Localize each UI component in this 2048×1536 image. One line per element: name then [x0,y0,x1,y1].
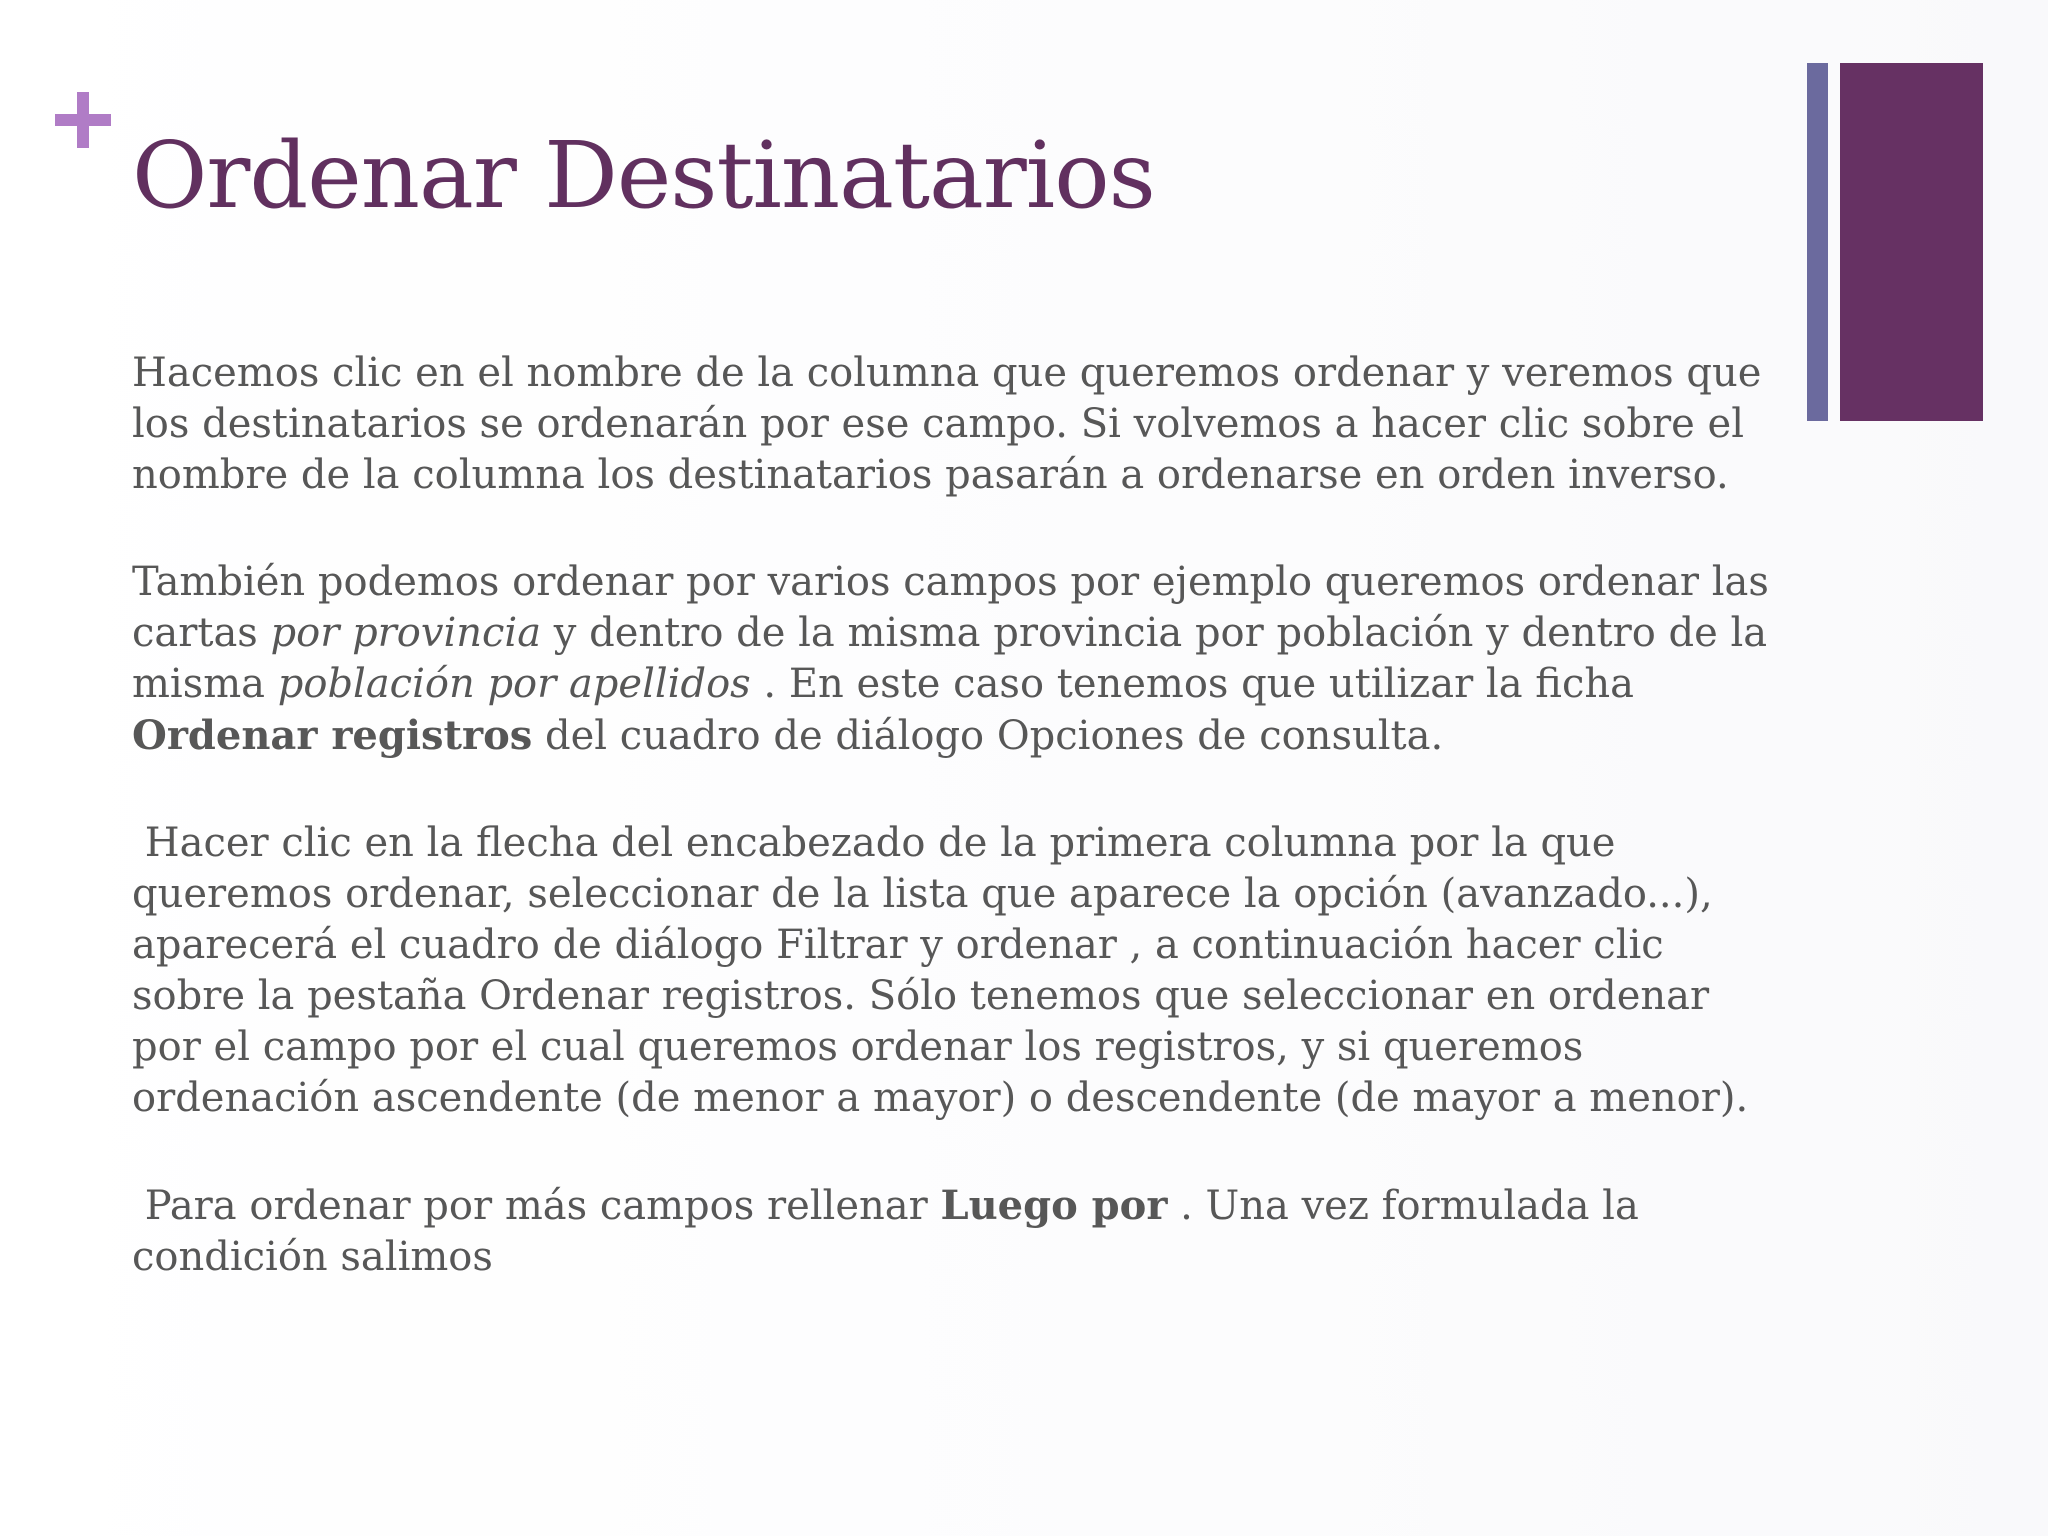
body-paragraph [132,557,1782,762]
body-paragraph [132,348,1782,501]
body-paragraph [132,818,1782,1124]
plus-icon-vertical [77,92,89,148]
bold-text: Luego por [940,1182,1168,1229]
paragraph-text: Para ordenar por más campos rellenar [132,1183,941,1229]
italic-text: población por apellidos [277,661,751,707]
paragraph-text: Hacemos clic en el nombre de la columna que queremos ordenar y veremos que los destinatarios se ordenarán por ese campo. Si volvemos a hacer clic sobre el nombre de la columna los destinatarios pasarán a ordenarse en orden inverso. [132,350,1775,498]
paragraph-text: y dentro de la misma provincia por población y dentro de la misma [132,610,1780,707]
accent-bar-thick [1840,63,1983,421]
bold-text: Ordenar registros [132,712,533,759]
paragraph-text: . En este caso tenemos que utilizar la ficha [750,661,1647,707]
paragraph-text: Hacer clic en la flecha del encabezado de la primera columna por la que queremos ordenar, seleccionar de la lista que aparece la opción (avanzado...), aparecerá el cuadro de diálogo Filtrar y ordenar , a continuación hacer clic sobre la pestaña Ordenar registros. Sólo tenemos que seleccionar en ordenar por el campo por el cual queremos ordenar los registros, y si queremos ordenación ascendente (de menor a mayor) o descendente (de mayor a menor). [132,820,1749,1121]
paragraph-text: del cuadro de diálogo Opciones de consulta. [532,713,1444,759]
paragraph-text: . Una vez formulada la condición salimos [132,1183,1652,1280]
italic-text: por provincia [270,610,542,656]
body-paragraph [132,1180,1782,1283]
slide-body [132,348,1782,1283]
plus-icon [55,92,111,148]
paragraph-text: También podemos ordenar por varios campos por ejemplo queremos ordenar las cartas [132,559,1782,656]
slide-title: Ordenar Destinatarios [132,122,1155,229]
accent-bar-thin [1807,63,1828,421]
